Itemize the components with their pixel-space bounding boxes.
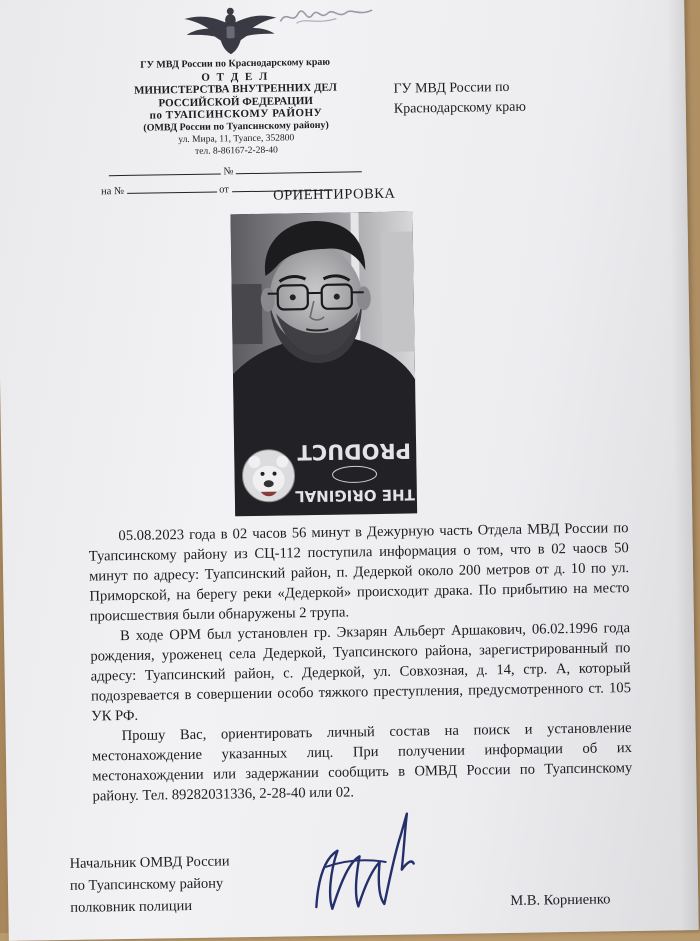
suspect-photo-drawing (230, 211, 417, 516)
signatory-name: М.В. Корниенко (510, 891, 610, 910)
shirt-print-line-2: PRODUCT (297, 439, 412, 465)
na-label: на № (101, 186, 124, 197)
header-federation: РОССИЙСКОЙ ФЕДЕРАЦИИ (106, 94, 366, 111)
header-ministry: МИНИСТЕРСТВА ВНУТРЕННИХ ДЕЛ (105, 81, 365, 98)
header-phone: тел. 8-86167-2-28-40 (106, 143, 366, 159)
signatory-line-3: полковник полиции (70, 894, 230, 919)
header-gu-line: ГУ МВД России по Краснодарскому краю (105, 56, 365, 73)
body-paragraph-incident: 05.08.2023 года в 02 часов 56 минут в Дежурную часть Отдела МВД России по Туапсинскому району из СЦ-112 поступила информация о том, что в 02 чаосв 50 минут по адресу: Туапсинский район, п. Дедеркой около 200 метров от д. 10 по ул. Приморской, на берегу реки «Дедеркой» происходит драка. По прибытию на место происшествия были обнаружены 2 трупа. (88, 518, 630, 626)
recipient-line-1: ГУ МВД России по (393, 77, 593, 100)
header-otdel: О Т Д Е Л (105, 69, 365, 86)
header-abbr: (ОМВД России по Туапсинскому району) (106, 119, 366, 136)
body-paragraph-request: Прошу Вас, ориентировать личный состав на поиск и установление местонахождение указанных лиц. При получении информации об их местонахождении или задержании сообщить в ОМВД России по Туапсинскому району. Тел. 89282031336, 2-28-40 или 02. (91, 718, 632, 806)
header-district: по ТУАПСИНСКОМУ РАЙОНУ (106, 106, 366, 123)
signatory-line-1: Начальник ОМВД России (69, 850, 229, 875)
double-headed-eagle-icon (180, 6, 281, 60)
body-paragraph-suspect: В ходе ОРМ был установлен гр. Экзарян Альберт Аршакович, 06.02.1996 года рождения, уроженец села Дедеркой, Туапсинского района, зарегистрированный по адресу: Туапсинский район, с. Дедеркой, ул. Совхозная, д. 14, стр. А, который подозревается в совершении особо тяжкого преступления, предусмотренного ст. 105 УК РФ. (90, 618, 632, 726)
document-title: ОРИЕНТИРОВКА (273, 186, 395, 205)
handwritten-signature (307, 809, 419, 916)
suspect-photo (230, 211, 417, 516)
shirt-print-line-1: THE ORIGINAL (294, 485, 414, 505)
signatory-position (69, 850, 230, 919)
issuer-header (105, 56, 367, 159)
signatory-line-2: по Туапсинскому району (70, 872, 230, 897)
document-body (88, 518, 632, 806)
number-sign: № (223, 166, 233, 177)
recipient-line-2: Краснодарскому краю (394, 97, 594, 120)
ot-label: от (219, 184, 229, 195)
outgoing-reference (109, 162, 362, 179)
header-address: ул. Мира, 11, Туапсе, 352800 (106, 131, 366, 147)
recipient-block (393, 77, 594, 120)
faded-scribble (276, 2, 376, 30)
